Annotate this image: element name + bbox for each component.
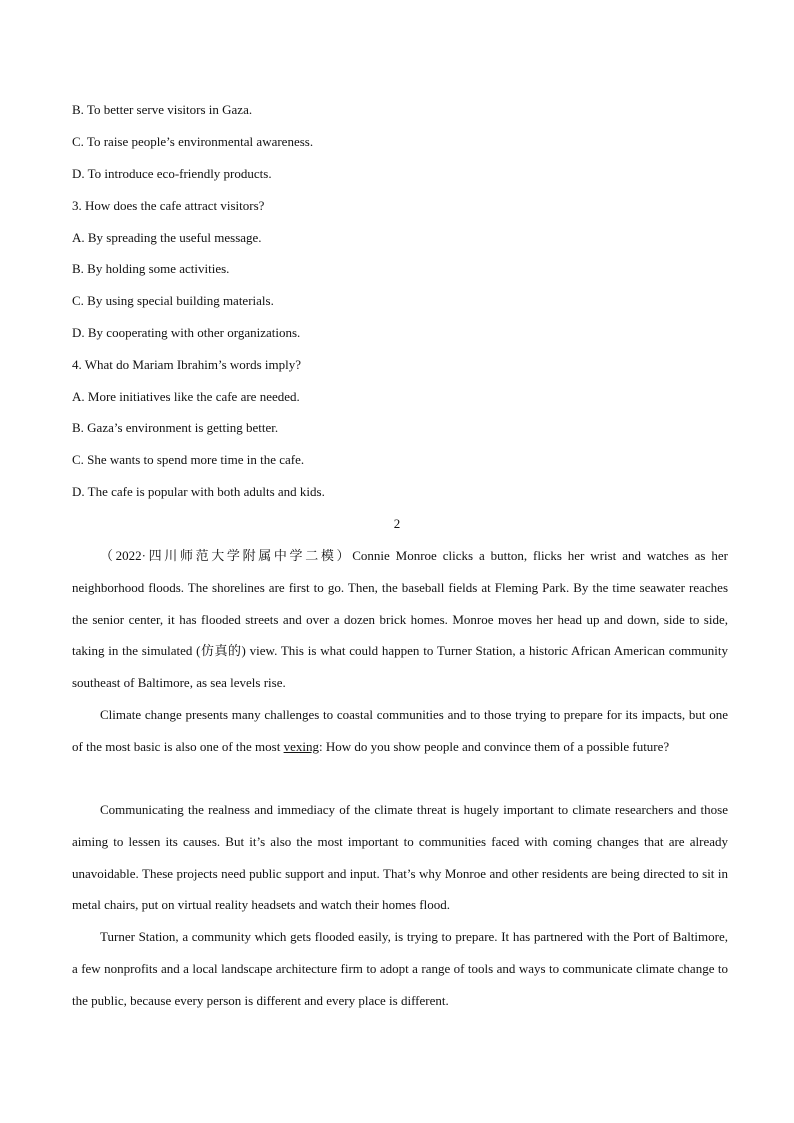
q3-stem: 3. How does the cafe attract visitors?: [72, 198, 265, 213]
q3-option-c: C. By using special building materials.: [72, 293, 274, 308]
paragraph-1-text: Connie Monroe clicks a button, flicks her wrist and watches as her neighborhood floods. The shorelines are first to go. Then, the baseball fields at Fleming Park. By the time seawater reaches the senior center, it has flooded streets and over a dozen brick homes. Monroe moves her head up and down, side to side, taking in the simulated (仿真的) view. This is what could happen to Turner Station, a historic African American community southeast of Baltimore, as sea levels rise.: [72, 548, 728, 691]
q4-option-b: B. Gaza’s environment is getting better.: [72, 420, 279, 435]
q4-stem: 4. What do Mariam Ibrahim’s words imply?: [72, 357, 302, 372]
q2-option-d: D. To introduce eco-friendly products.: [72, 166, 272, 181]
passage-source: （2022·四川师范大学附属中学二模）: [100, 548, 353, 563]
passage-paragraph-3: Communicating the realness and immediacy of the climate threat is hugely important to climate researchers and those aiming to lessen its causes. But it’s also the most important to communities faced with coming changes that are already unavoidable. These projects need public support and input. That’s why Monroe and other residents are being directed to sit in metal chairs, put on virtual reality headsets and watch their homes flood.: [72, 802, 728, 913]
paragraph-2-text-before: Climate change presents many challenges to coastal communities and to those trying to prepare for its impacts, but one of the most basic is also one of the most: [72, 707, 728, 754]
q4-option-a: A. More initiatives like the cafe are needed.: [72, 389, 300, 404]
q4-option-d: D. The cafe is popular with both adults and kids.: [72, 484, 325, 499]
passage-paragraph-4: Turner Station, a community which gets flooded easily, is trying to prepare. It has partnered with the Port of Baltimore, a few nonprofits and a local landscape architecture firm to adopt a range of tools and ways to communicate climate change to the public, because every person is different and every place is different.: [72, 929, 728, 1008]
q3-option-d: D. By cooperating with other organizations.: [72, 325, 301, 340]
q4-option-c: C. She wants to spend more time in the cafe.: [72, 452, 305, 467]
q2-option-b: B. To better serve visitors in Gaza.: [72, 102, 253, 117]
passage-paragraph-2: [72, 699, 728, 763]
underlined-word: vexing: [283, 738, 319, 754]
paragraph-2-text-after: : How do you show people and convince them of a possible future?: [318, 738, 670, 754]
q2-option-c: C. To raise people’s environmental awareness.: [72, 134, 314, 149]
passage-paragraph-1: [72, 540, 728, 699]
q3-option-b: B. By holding some activities.: [72, 261, 230, 276]
passage-number: 2: [393, 516, 401, 531]
q3-option-a: A. By spreading the useful message.: [72, 230, 262, 245]
